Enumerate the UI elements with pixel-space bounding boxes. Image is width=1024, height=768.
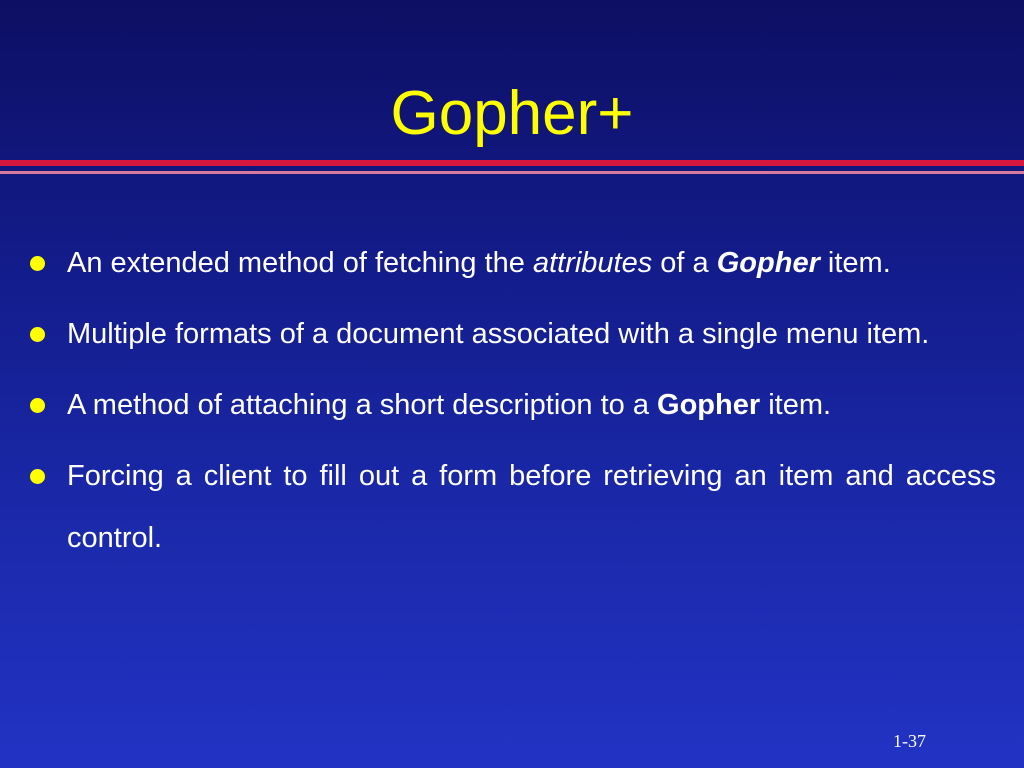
emphasis-attributes: attributes <box>532 247 653 279</box>
bullet-item <box>28 374 996 436</box>
bullet-text: An extended method of fetching the attributes of a Gopher item. <box>67 247 891 279</box>
bullet-dot-icon <box>30 327 45 342</box>
bullet-text: Multiple formats of a document associated with a single menu item. <box>67 318 930 350</box>
title-divider-pink <box>0 171 1024 174</box>
bullet-item <box>28 232 996 294</box>
emphasis-gopher: Gopher <box>716 247 820 279</box>
bullet-list <box>28 232 996 578</box>
bullet-text: A method of attaching a short description to a Gopher item. <box>67 389 832 421</box>
bullet-dot-icon <box>30 256 45 271</box>
title-divider-red <box>0 160 1024 166</box>
slide-title: Gopher+ <box>390 79 634 148</box>
bullet-item <box>28 303 996 365</box>
page-number: 1-37 <box>893 731 926 751</box>
bullet-text: Forcing a client to fill out a form before retrieving an item and access control. <box>67 460 996 554</box>
bullet-dot-icon <box>30 398 45 413</box>
bullet-item <box>28 445 996 569</box>
bullet-dot-icon <box>30 469 45 484</box>
emphasis-gopher: Gopher <box>657 389 761 421</box>
